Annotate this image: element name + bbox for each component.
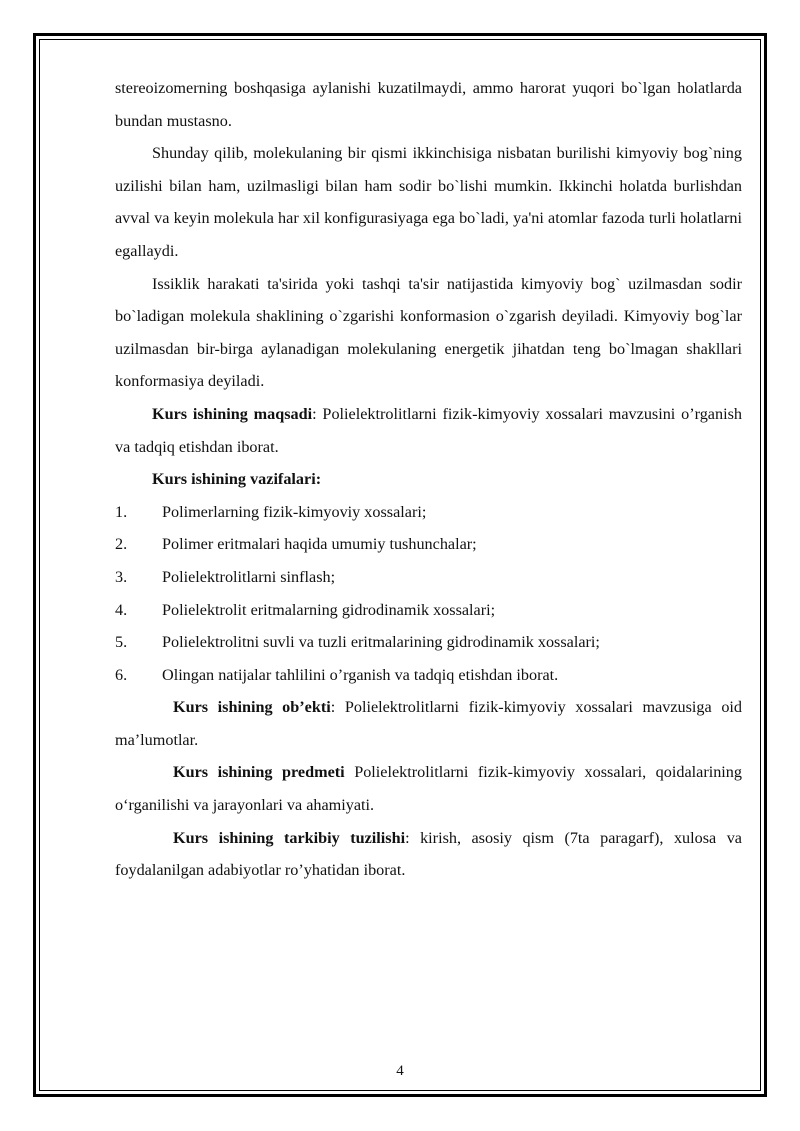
goal-paragraph [115,398,742,463]
list-item: 4. Polielektrolit eritmalarning gidrodinamik xossalari; [115,600,496,619]
subject-text: Polielektrolitlarni fizik-kimyoviy xossalari, qoidalarining o‘rganilishi va jarayonlari va ahamiyati. [115,763,742,815]
structure-paragraph [115,822,742,887]
tasks-heading: Kurs ishining vazifalari: [152,470,322,489]
document-body [115,72,742,887]
page-number: 4 [396,1063,404,1079]
object-paragraph [115,691,742,756]
object-text: : Polielektrolitlarni fizik-kimyoviy xossalari mavzusiga oid ma’lumotlar. [115,698,742,749]
list-item: 6. Olingan natijalar tahlilini o’rganish va tadqiq etishdan iborat. [115,665,559,684]
list-item: 1. Polimerlarning fizik-kimyoviy xossalari; [115,502,427,521]
object-label: Kurs ishining ob’ekti [173,698,331,717]
list-item: 5. Polielektrolitni suvli va tuzli eritmalarining gidrodinamik xossalari; [115,633,600,652]
list-item: 3. Polielektrolitlarni sinflash; [115,567,336,586]
list-item: 2. Polimer eritmalari haqida umumiy tushunchalar; [115,535,477,554]
goal-text: : Polielektrolitlarni fizik-kimyoviy xossalari mavzusini o’rganish va tadqiq etishdan iborat. [115,404,742,456]
paragraph-continuation: stereoizomerning boshqasiga aylanishi kuzatilmaydi, ammo harorat yuqori bo`lgan holatlarda bundan mustasno. [115,79,742,130]
subject-paragraph [115,756,742,821]
structure-text: : kirish, asosiy qism (7ta paragarf), xulosa va foydalanilgan adabiyotlar ro’yhatidan iborat. [115,828,742,880]
paragraph-rotation: Shunday qilib, molekulaning bir qismi ikkinchisiga nisbatan burilishi kimyoviy bog`ning uzilishi bilan ham, uzilmasligi bilan ham sodir bo`lishi mumkin. Ikkinchi holatda burlishdan avval va keyin molekula har xil konfigurasiyaga ega bo`ladi, ya'ni atomlar fazoda turli holatlarni egallaydi. [115,144,742,260]
structure-label: Kurs ishining tarkibiy tuzilishi [173,828,406,847]
subject-label: Kurs ishining predmeti [173,763,345,782]
tasks-list [115,496,742,692]
paragraph-conformation: Issiklik harakati ta'sirida yoki tashqi ta'sir natijastida kimyoviy bog` uzilmasdan sodir bo`ladigan molekula shaklining o`zgarishi konformasion o`zgarish deyiladi. Kimyoviy bog`lar uzilmasdan bir-birga aylanadigan molekulaning energetik jihatdan teng bo`lmagan shakllari konformasiya deyiladi. [115,274,742,391]
goal-label: Kurs ishining maqsadi [152,404,313,423]
